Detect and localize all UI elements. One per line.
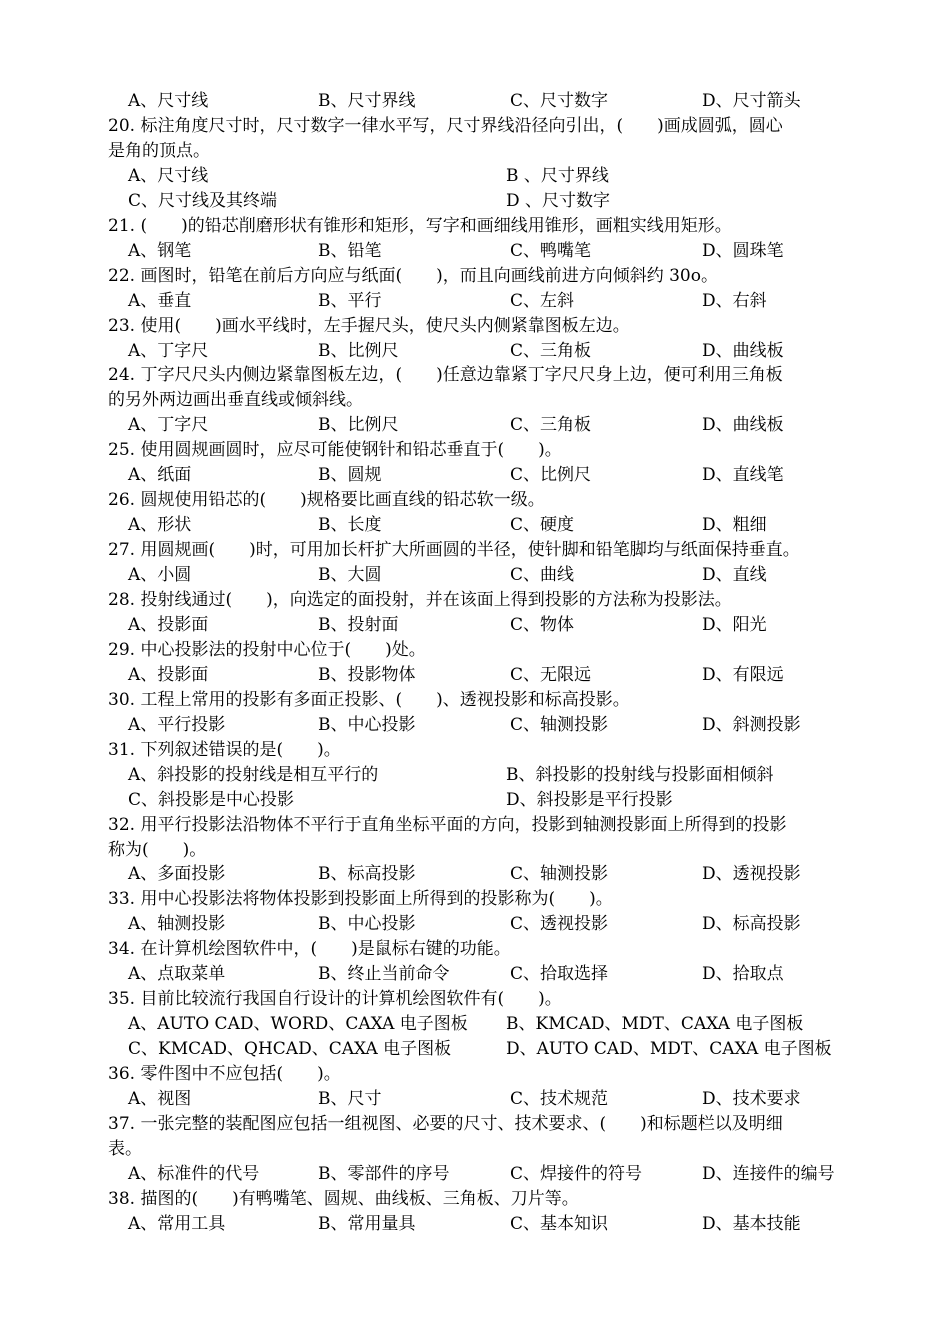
options-row xyxy=(108,663,872,688)
answer-option: A、标准件的代号 xyxy=(128,1163,260,1184)
options-row xyxy=(108,1212,872,1237)
options-row xyxy=(108,912,872,937)
options-row xyxy=(108,613,872,638)
answer-option: D、尺寸箭头 xyxy=(702,91,801,111)
answer-option: C、物体 xyxy=(510,614,575,635)
options-row xyxy=(108,339,872,364)
answer-option: A、常用工具 xyxy=(128,1213,226,1234)
answer-option: B、标高投影 xyxy=(318,864,416,885)
answer-option: A、视图 xyxy=(128,1089,192,1109)
answer-option: B、比例尺 xyxy=(318,415,399,436)
answer-option: D、斜投影是平行投影 xyxy=(506,789,673,810)
question-text: 36. 零件图中不应包括( )。 xyxy=(108,1064,341,1085)
question-text: 23. 使用( )画水平线时，左手握尺头，使尺头内侧紧靠图板左边。 xyxy=(108,315,630,336)
answer-option: D、阳光 xyxy=(702,614,767,635)
answer-option: D、直线笔 xyxy=(702,465,784,486)
options-row xyxy=(108,89,872,114)
answer-option: D、直线 xyxy=(702,565,767,586)
answer-option: A、点取菜单 xyxy=(128,964,226,985)
answer-option: D、标高投影 xyxy=(702,914,801,935)
answer-option: C、无限远 xyxy=(510,664,592,685)
answer-option: C、硬度 xyxy=(510,515,575,536)
options-row xyxy=(108,1162,872,1187)
question-text: 31. 下列叙述错误的是( )。 xyxy=(108,739,341,760)
answer-option: D、技术要求 xyxy=(702,1089,801,1109)
answer-option: C、透视投影 xyxy=(510,914,609,935)
question-text: 是角的顶点。 xyxy=(108,140,210,161)
question-text: 24. 丁字尺尺头内侧边紧靠图板左边，( )任意边靠紧丁字尺尺身上边，便可利用三角板 xyxy=(108,365,783,386)
answer-option: D、连接件的编号 xyxy=(702,1163,835,1184)
answer-option: A、纸面 xyxy=(128,465,192,486)
answer-option: D 、尺寸数字 xyxy=(506,190,611,211)
answer-option: B、终止当前命令 xyxy=(318,964,450,985)
answer-option: A、斜投影的投射线是相互平行的 xyxy=(128,764,379,785)
question-text: 33. 用中心投影法将物体投影到投影面上所得到的投影称为( )。 xyxy=(108,889,613,910)
answer-option: B、中心投影 xyxy=(318,714,416,735)
answer-option: C、拾取选择 xyxy=(510,964,609,985)
answer-option: B、KMCAD、MDT、CAXA 电子图板 xyxy=(506,1014,804,1035)
answer-option: C、轴测投影 xyxy=(510,714,609,735)
question-text: 20. 标注角度尺寸时，尺寸数字一律水平写，尺寸界线沿径向引出，( )画成圆弧，圆心 xyxy=(108,115,783,136)
answer-option: A、多面投影 xyxy=(128,864,226,885)
answer-option: A、投影面 xyxy=(128,664,209,685)
question-text: 27. 用圆规画( )时，可用加长杆扩大所画圆的半径，使针脚和铅笔脚均与纸面保持垂直。 xyxy=(108,540,800,561)
options-row xyxy=(108,1037,872,1062)
question-text: 37. 一张完整的装配图应包括一组视图、必要的尺寸、技术要求、( )和标题栏以及明细 xyxy=(108,1113,783,1134)
answer-option: C、比例尺 xyxy=(510,465,592,486)
question-text: 称为( )。 xyxy=(108,839,207,860)
answer-option: D、曲线板 xyxy=(702,340,784,361)
options-row xyxy=(108,962,872,987)
answer-option: D、粗细 xyxy=(702,515,767,536)
answer-option: C、技术规范 xyxy=(510,1089,609,1109)
question-text: 21. ( )的铅芯削磨形状有锥形和矩形，写字和画细线用锥形，画粗实线用矩形。 xyxy=(108,215,732,236)
options-row xyxy=(108,713,872,738)
answer-option: A、丁字尺 xyxy=(128,415,209,436)
answer-option: D、拾取点 xyxy=(702,964,784,985)
options-row xyxy=(108,289,872,314)
answer-option: B、零部件的序号 xyxy=(318,1163,450,1184)
answer-option: B 、尺寸界线 xyxy=(506,165,609,186)
answer-option: B、圆规 xyxy=(318,465,382,486)
options-row xyxy=(108,862,872,887)
answer-option: D、右斜 xyxy=(702,290,767,311)
question-text: 的另外两边画出垂直线或倾斜线。 xyxy=(108,390,363,411)
answer-option: D、透视投影 xyxy=(702,864,801,885)
answer-option: A、平行投影 xyxy=(128,714,226,735)
options-row xyxy=(108,788,872,813)
answer-option: B、尺寸 xyxy=(318,1089,382,1109)
answer-option: D、有限远 xyxy=(702,664,784,685)
answer-option: A、尺寸线 xyxy=(128,165,209,186)
answer-option: B、投射面 xyxy=(318,614,399,635)
answer-option: B、投影物体 xyxy=(318,664,416,685)
answer-option: D、AUTO CAD、MDT、CAXA 电子图板 xyxy=(506,1039,832,1060)
answer-option: D、曲线板 xyxy=(702,415,784,436)
answer-option: A、AUTO CAD、WORD、CAXA 电子图板 xyxy=(128,1014,468,1035)
question-text: 28. 投射线通过( )，向选定的面投射，并在该面上得到投影的方法称为投影法。 xyxy=(108,590,732,610)
question-text: 26. 圆规使用铅芯的( )规格要比画直线的铅芯软一级。 xyxy=(108,490,545,511)
options-row xyxy=(108,189,872,214)
answer-option: C、基本知识 xyxy=(510,1213,609,1234)
answer-option: B、铅笔 xyxy=(318,240,382,261)
answer-option: C、鸭嘴笔 xyxy=(510,240,592,261)
answer-option: B、比例尺 xyxy=(318,340,399,361)
question-text: 22. 画图时，铅笔在前后方向应与纸面( )，而且向画线前进方向倾斜约 30o。 xyxy=(108,265,718,286)
question-text: 32. 用平行投影法沿物体不平行于直角坐标平面的方向，投影到轴测投影面上所得到的投影 xyxy=(108,814,787,835)
options-row xyxy=(108,1012,872,1037)
answer-option: B、大圆 xyxy=(318,565,382,586)
answer-option: C、三角板 xyxy=(510,415,592,436)
answer-option: A、丁字尺 xyxy=(128,340,209,361)
answer-option: A、垂直 xyxy=(128,290,192,311)
answer-option: D、圆珠笔 xyxy=(702,240,784,261)
answer-option: C、三角板 xyxy=(510,340,592,361)
options-row xyxy=(108,413,872,438)
answer-option: C、焊接件的符号 xyxy=(510,1163,643,1184)
options-row xyxy=(108,563,872,588)
answer-option: C、曲线 xyxy=(510,565,575,586)
answer-option: C、尺寸线及其终端 xyxy=(128,190,278,211)
answer-option: A、尺寸线 xyxy=(128,91,209,111)
options-row xyxy=(108,763,872,788)
answer-option: A、形状 xyxy=(128,515,192,536)
options-row xyxy=(108,1087,872,1112)
answer-option: C、KMCAD、QHCAD、CAXA 电子图板 xyxy=(128,1039,452,1060)
answer-option: A、投影面 xyxy=(128,614,209,635)
question-text: 34. 在计算机绘图软件中，( )是鼠标右键的功能。 xyxy=(108,939,511,960)
answer-option: B、常用量具 xyxy=(318,1213,416,1234)
answer-option: D、基本技能 xyxy=(702,1213,801,1234)
answer-option: A、钢笔 xyxy=(128,240,192,261)
question-text: 38. 描图的( )有鸭嘴笔、圆规、曲线板、三角板、刀片等。 xyxy=(108,1188,579,1209)
question-text: 25. 使用圆规画圆时，应尽可能使钢针和铅芯垂直于( )。 xyxy=(108,440,562,461)
question-text: 表。 xyxy=(108,1138,142,1159)
answer-option: C、尺寸数字 xyxy=(510,91,609,111)
question-text: 35. 目前比较流行我国自行设计的计算机绘图软件有( )。 xyxy=(108,989,562,1010)
answer-option: B、中心投影 xyxy=(318,914,416,935)
options-row xyxy=(108,239,872,264)
answer-option: C、轴测投影 xyxy=(510,864,609,885)
options-row xyxy=(108,463,872,488)
answer-option: B、平行 xyxy=(318,290,382,311)
question-text: 30. 工程上常用的投影有多面正投影、( )、透视投影和标高投影。 xyxy=(108,689,630,710)
options-row xyxy=(108,164,872,189)
answer-option: B、尺寸界线 xyxy=(318,91,416,111)
answer-option: A、小圆 xyxy=(128,565,192,586)
answer-option: B、长度 xyxy=(318,515,382,536)
answer-option: B、斜投影的投射线与投影面相倾斜 xyxy=(506,764,774,785)
options-row xyxy=(108,513,872,538)
answer-option: C、斜投影是中心投影 xyxy=(128,789,295,810)
question-text: 29. 中心投影法的投射中心位于( )处。 xyxy=(108,639,426,660)
answer-option: C、左斜 xyxy=(510,290,575,311)
answer-option: A、轴测投影 xyxy=(128,914,226,935)
answer-option: D、斜测投影 xyxy=(702,714,801,735)
